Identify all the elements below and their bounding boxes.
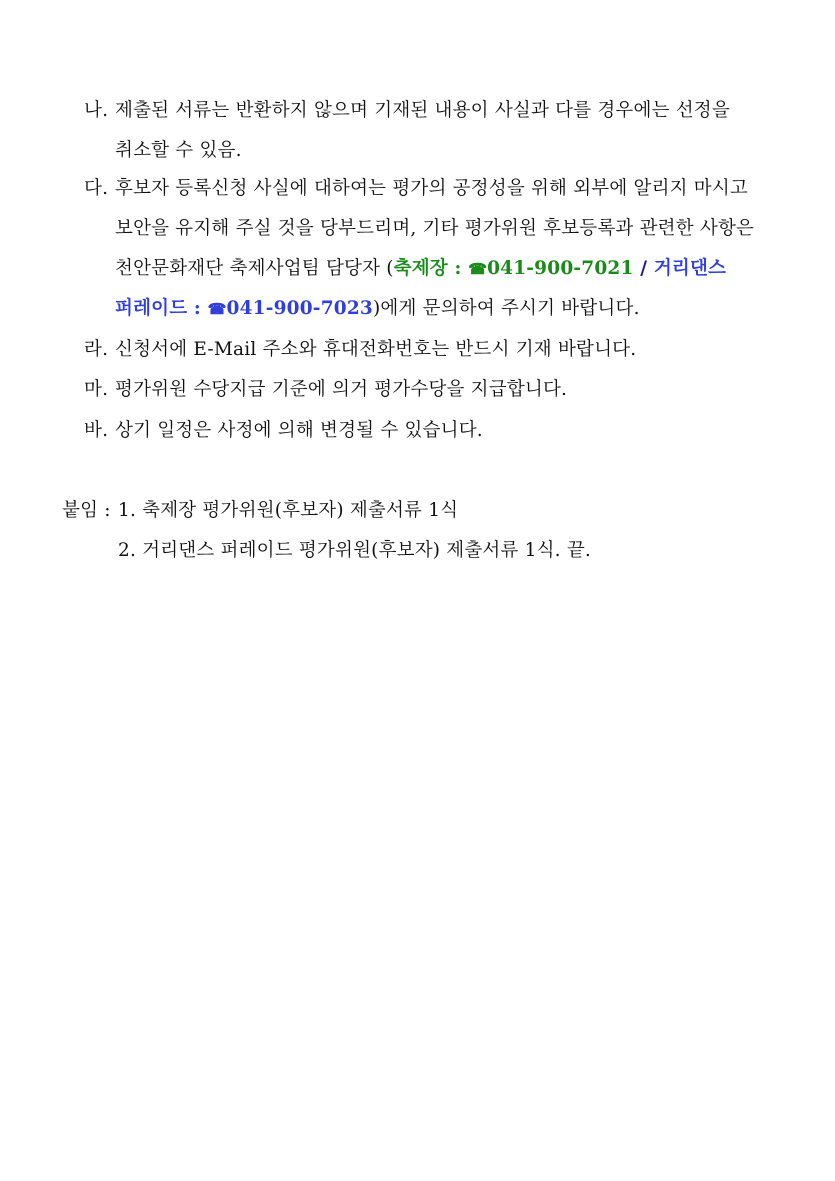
contact-parade-phone: 041-900-7023 <box>226 298 373 319</box>
item-da <box>84 176 748 202</box>
contact-festival-label: 축제장 : <box>393 258 469 279</box>
phone-icon: ☎ <box>207 300 227 318</box>
item-marker: 다. <box>84 178 109 199</box>
item-da-cont2 <box>115 256 726 282</box>
item-text: 제출된 서류는 반환하지 않으며 기재된 내용이 사실과 다를 경우에는 선정을 <box>115 100 730 121</box>
item-text: )에게 문의하여 주시기 바랍니다. <box>372 298 640 319</box>
item-text: 상기 일정은 사정에 의해 변경될 수 있습니다. <box>115 420 483 441</box>
contact-festival-phone: 041-900-7021 <box>487 258 634 279</box>
attachment-1 <box>62 498 458 524</box>
item-da-cont1 <box>115 216 754 242</box>
item-ba <box>84 418 483 444</box>
contact-parade-label-a: 거리댄스 <box>653 258 727 279</box>
item-ra <box>84 337 636 363</box>
item-na <box>84 98 730 124</box>
contact-separator: / <box>633 258 654 279</box>
item-marker: 바. <box>84 420 109 441</box>
item-ma <box>84 377 567 403</box>
item-text: 천안문화재단 축제사업팀 담당자 ( <box>115 258 394 279</box>
item-marker: 마. <box>84 379 109 400</box>
item-marker: 나. <box>84 100 109 121</box>
attachment-text: 1. 축제장 평가위원(후보자) 제출서류 1식 <box>118 500 459 521</box>
attachment-2 <box>118 538 591 564</box>
contact-parade-label-b: 퍼레이드 : <box>115 298 208 319</box>
attachment-label: 붙임 : <box>62 500 111 521</box>
item-text: 취소할 수 있음. <box>115 140 242 161</box>
item-text: 평가위원 수당지급 기준에 의거 평가수당을 지급합니다. <box>115 379 568 400</box>
item-na-cont <box>115 138 242 164</box>
phone-icon: ☎ <box>468 260 488 278</box>
item-text: 후보자 등록신청 사실에 대하여는 평가의 공정성을 위해 외부에 알리지 마시고 <box>115 178 749 199</box>
item-text: 신청서에 E-Mail 주소와 휴대전화번호는 반드시 기재 바랍니다. <box>115 339 637 360</box>
item-marker: 라. <box>84 339 109 360</box>
item-da-cont3 <box>115 296 640 322</box>
attachment-text: 2. 거리댄스 퍼레이드 평가위원(후보자) 제출서류 1식. 끝. <box>118 540 591 561</box>
item-text: 보안을 유지해 주실 것을 당부드리며, 기타 평가위원 후보등록과 관련한 사항은 <box>115 218 755 239</box>
